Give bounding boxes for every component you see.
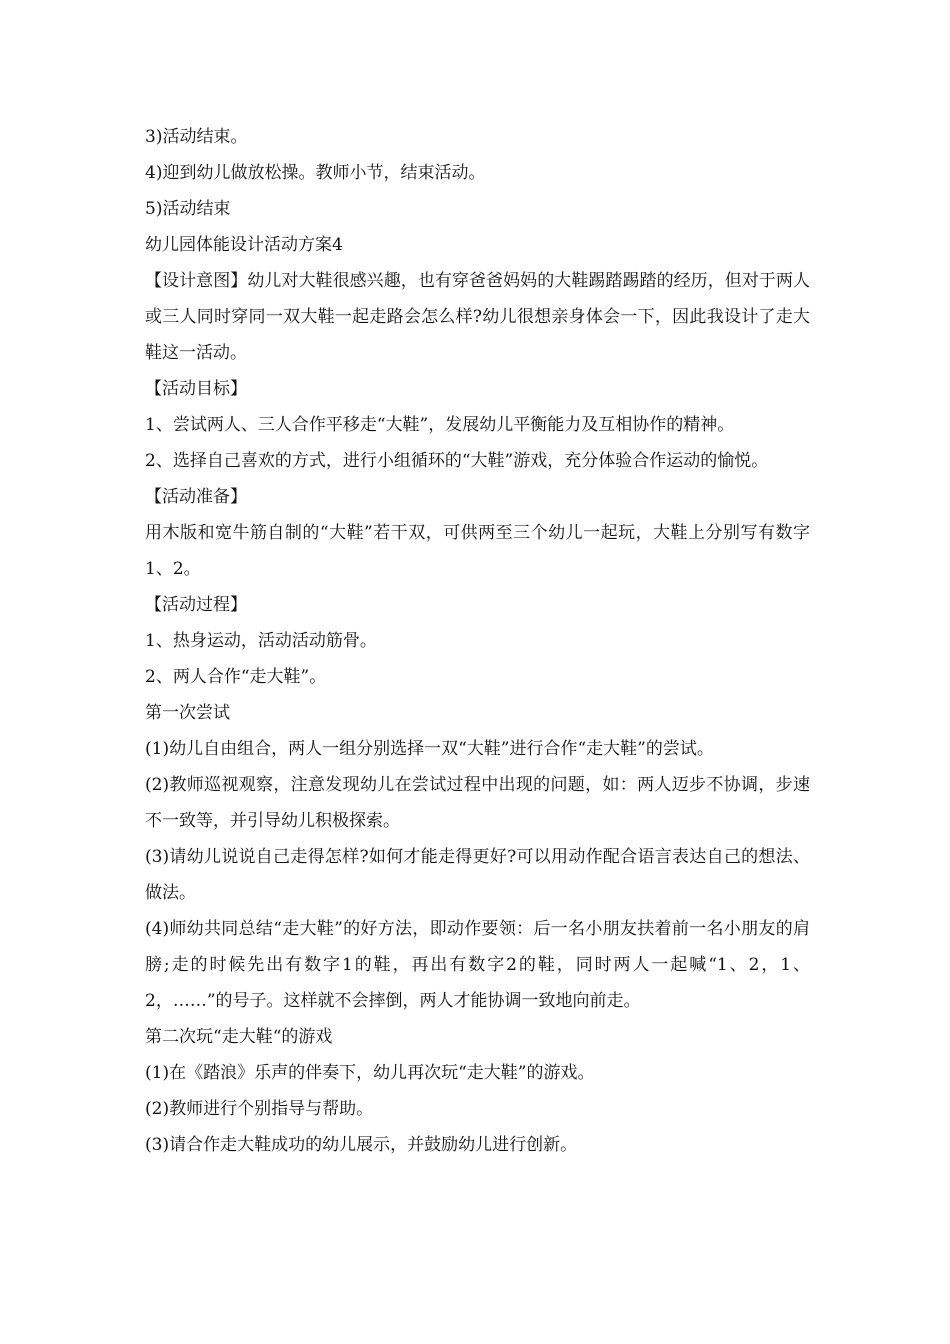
document-body bbox=[145, 119, 810, 1163]
second-play-item-1: (1)在《踏浪》乐声的伴奏下，幼儿再次玩“走大鞋”的游戏。 bbox=[145, 1063, 595, 1083]
first-attempt-item-3: (3)请幼儿说说自己走得怎样?如何才能走得更好?可以用动作配合语言表达自己的想法、做法。 bbox=[145, 847, 810, 903]
first-attempt-item-2: (2)教师巡视观察，注意发现幼儿在尝试过程中出现的问题，如：两人迈步不协调，步速不一致等，并引导幼儿积极探索。 bbox=[145, 775, 810, 831]
section-title: 幼儿园体能设计活动方案4 bbox=[145, 235, 343, 255]
step-5-text: 5)活动结束 bbox=[145, 199, 231, 219]
goal-1: 1、尝试两人、三人合作平移走“大鞋”，发展幼儿平衡能力及互相协作的精神。 bbox=[145, 415, 735, 435]
second-play-item-3: (3)请合作走大鞋成功的幼儿展示，并鼓励幼儿进行创新。 bbox=[145, 1135, 578, 1155]
first-attempt-heading: 第一次尝试 bbox=[145, 703, 230, 723]
step-3-text: 3)活动结束。 bbox=[145, 127, 248, 147]
goal-2: 2、选择自己喜欢的方式，进行小组循环的“大鞋”游戏，充分体验合作运动的愉悦。 bbox=[145, 451, 769, 471]
preparation-heading: 【活动准备】 bbox=[145, 487, 247, 507]
design-intent-paragraph: 【设计意图】幼儿对大鞋很感兴趣，也有穿爸爸妈妈的大鞋踢踏踢踏的经历，但对于两人或三人同时穿同一双大鞋一起走路会怎么样?幼儿很想亲身体会一下，因此我设计了走大鞋这一活动。 bbox=[145, 271, 810, 363]
second-play-heading: 第二次玩“走大鞋“的游戏 bbox=[145, 1027, 333, 1047]
first-attempt-item-4: (4)师幼共同总结“走大鞋”的好方法，即动作要领：后一名小朋友扶着前一名小朋友的肩膀;走的时候先出有数字1的鞋，再出有数字2的鞋，同时两人一起喊“1、2，1、2，……”的号子。这样就不会摔倒，两人才能协调一致地向前走。 bbox=[145, 919, 810, 1011]
second-play-item-2: (2)教师进行个别指导与帮助。 bbox=[145, 1099, 374, 1119]
step-4-text: 4)迎到幼儿做放松操。教师小节，结束活动。 bbox=[145, 163, 486, 183]
first-attempt-item-1: (1)幼儿自由组合，两人一组分别选择一双“大鞋”进行合作“走大鞋”的尝试。 bbox=[145, 739, 714, 759]
preparation-text: 用木版和宽牛筋自制的“大鞋”若干双，可供两至三个幼儿一起玩，大鞋上分别写有数字1、2。 bbox=[145, 523, 810, 579]
process-heading: 【活动过程】 bbox=[145, 595, 247, 615]
process-step-1: 1、热身运动，活动活动筋骨。 bbox=[145, 631, 377, 651]
process-step-2: 2、两人合作“走大鞋”。 bbox=[145, 667, 327, 687]
goals-heading: 【活动目标】 bbox=[145, 379, 247, 399]
